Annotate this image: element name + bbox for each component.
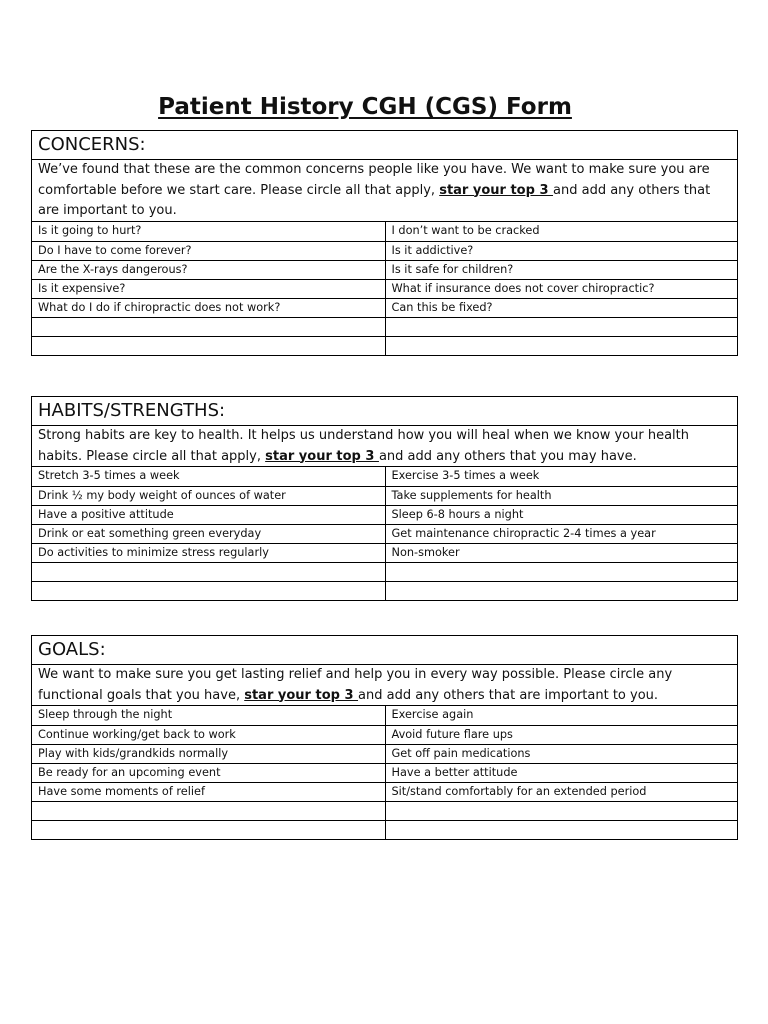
table-row xyxy=(32,486,737,505)
goals-table xyxy=(32,706,737,839)
habits-option-cell[interactable]: Take supplements for health xyxy=(385,486,737,505)
habits-option-cell[interactable] xyxy=(32,562,385,581)
table-row xyxy=(32,298,737,317)
concerns-option-cell[interactable] xyxy=(32,317,385,336)
goals-intro xyxy=(32,665,737,706)
concerns-option-cell[interactable]: Is it safe for children? xyxy=(385,260,737,279)
table-row xyxy=(32,581,737,600)
table-row xyxy=(32,562,737,581)
goals-option-cell[interactable]: Continue working/get back to work xyxy=(32,725,385,744)
concerns-table xyxy=(32,222,737,355)
goals-option-cell[interactable]: Sit/stand comfortably for an extended period xyxy=(385,782,737,801)
table-row xyxy=(32,782,737,801)
concerns-intro-text-end: and add any others that are important to you. xyxy=(38,182,711,218)
habits-option-cell[interactable]: Do activities to minimize stress regularly xyxy=(32,543,385,562)
goals-option-cell[interactable]: Be ready for an upcoming event xyxy=(32,763,385,782)
goals-option-cell[interactable]: Sleep through the night xyxy=(32,706,385,725)
goals-intro-emphasis: star your top 3 xyxy=(244,687,359,703)
table-row xyxy=(32,222,737,241)
table-row xyxy=(32,706,737,725)
habits-option-cell[interactable]: Sleep 6-8 hours a night xyxy=(385,505,737,524)
goals-option-cell[interactable]: Avoid future flare ups xyxy=(385,725,737,744)
concerns-option-cell[interactable]: Are the X-rays dangerous? xyxy=(32,260,385,279)
concerns-option-cell[interactable]: What if insurance does not cover chiropractic? xyxy=(385,279,737,298)
concerns-option-cell[interactable]: Do I have to come forever? xyxy=(32,241,385,260)
goals-option-cell[interactable] xyxy=(32,801,385,820)
concerns-intro xyxy=(32,160,737,222)
habits-option-cell[interactable] xyxy=(32,581,385,600)
goals-option-cell[interactable]: Exercise again xyxy=(391,708,474,721)
concerns-heading: CONCERNS: xyxy=(32,131,737,160)
concerns-option-cell[interactable]: I don’t want to be cracked xyxy=(391,224,540,237)
concerns-option-cell[interactable] xyxy=(32,336,385,355)
table-row xyxy=(32,279,737,298)
goals-option-cell[interactable]: Have some moments of relief xyxy=(32,782,385,801)
goals-option-cell[interactable]: Get off pain medications xyxy=(385,744,737,763)
table-row xyxy=(32,801,737,820)
table-row xyxy=(32,763,737,782)
table-row xyxy=(32,467,737,486)
habits-option-cell[interactable]: Drink ½ my body weight of ounces of water xyxy=(32,486,385,505)
table-row xyxy=(32,260,737,279)
table-row xyxy=(32,725,737,744)
habits-option-cell[interactable]: Drink or eat something green everyday xyxy=(32,524,385,543)
concerns-intro-text: We’ve found that these are the common concerns people like you have. We want to make sure you are comfortable before we start care. Please circle all that apply, xyxy=(38,162,710,198)
habits-table xyxy=(32,467,737,600)
table-row xyxy=(32,524,737,543)
habits-option-cell[interactable]: Have a positive attitude xyxy=(32,505,385,524)
habits-option-cell[interactable]: Exercise 3-5 times a week xyxy=(391,469,540,482)
goals-option-cell[interactable]: Have a better attitude xyxy=(385,763,737,782)
habits-intro-text-end: and add any others that you may have. xyxy=(378,448,637,464)
table-row xyxy=(32,317,737,336)
habits-intro-text: Strong habits are key to health. It helps us understand how you will heal when we know your health habits. Please circle all that apply, xyxy=(38,428,689,464)
concerns-option-cell[interactable]: Is it going to hurt? xyxy=(32,222,385,241)
concerns-option-cell[interactable]: Is it expensive? xyxy=(32,279,385,298)
concerns-option-cell[interactable]: What do I do if chiropractic does not work? xyxy=(32,298,385,317)
concerns-section xyxy=(31,130,738,356)
goals-intro-text: We want to make sure you get lasting relief and help you in every way possible. Please circle any functional goals that you have, xyxy=(38,667,673,703)
table-row xyxy=(32,820,737,839)
habits-section xyxy=(31,396,738,601)
concerns-option-cell[interactable] xyxy=(385,317,737,336)
goals-heading: GOALS: xyxy=(32,636,737,665)
goals-option-cell[interactable] xyxy=(32,820,385,839)
table-row xyxy=(32,744,737,763)
goals-section xyxy=(31,635,738,840)
table-row xyxy=(32,505,737,524)
habits-option-cell[interactable] xyxy=(385,581,737,600)
concerns-option-cell[interactable] xyxy=(385,336,737,355)
habits-option-cell[interactable] xyxy=(385,562,737,581)
habits-intro-emphasis: star your top 3 xyxy=(265,448,379,464)
goals-intro-text-end: and add any others that are important to you. xyxy=(358,687,659,703)
habits-option-cell[interactable]: Stretch 3-5 times a week xyxy=(32,467,385,486)
table-row xyxy=(32,543,737,562)
habits-intro xyxy=(32,426,737,467)
concerns-intro-emphasis: star your top 3 xyxy=(439,182,554,198)
habits-option-cell[interactable]: Non-smoker xyxy=(385,543,737,562)
goals-option-cell[interactable] xyxy=(385,820,737,839)
table-row xyxy=(32,241,737,260)
habits-heading: HABITS/STRENGTHS: xyxy=(32,397,737,426)
table-row xyxy=(32,336,737,355)
goals-option-cell[interactable] xyxy=(385,801,737,820)
concerns-option-cell[interactable]: Can this be fixed? xyxy=(385,298,737,317)
habits-option-cell[interactable]: Get maintenance chiropractic 2-4 times a year xyxy=(385,524,737,543)
page-title: Patient History CGH (CGS) Form xyxy=(158,94,572,120)
concerns-option-cell[interactable]: Is it addictive? xyxy=(385,241,737,260)
goals-option-cell[interactable]: Play with kids/grandkids normally xyxy=(32,744,385,763)
